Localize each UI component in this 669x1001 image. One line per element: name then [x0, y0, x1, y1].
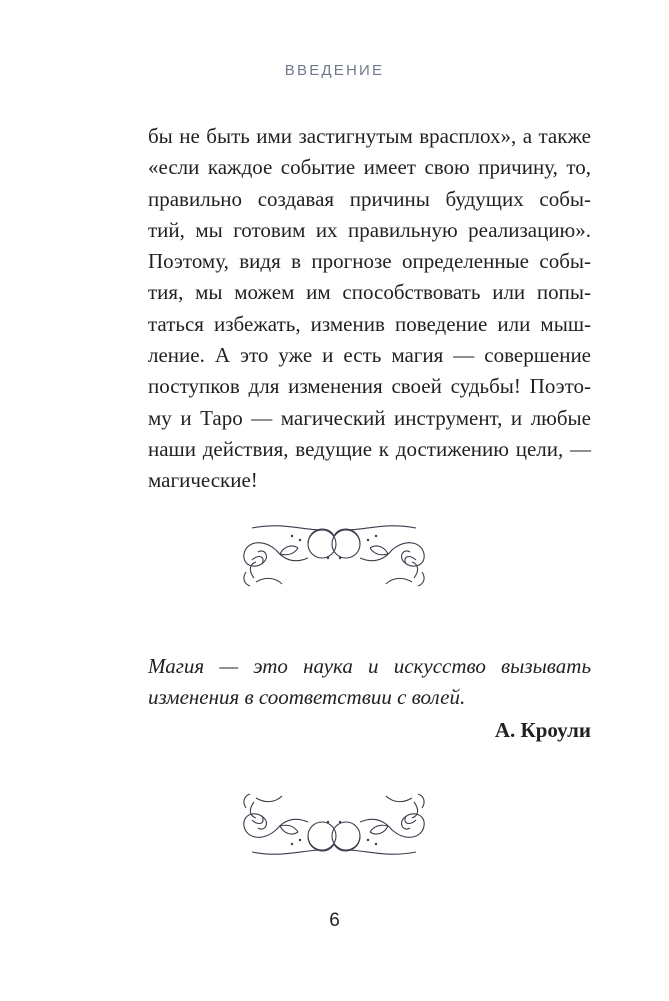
- body-line: му и Таро — магический инструмент, и любые: [148, 405, 591, 430]
- page-number: 6: [329, 910, 340, 931]
- body-line: ление. А это уже и есть магия — совершение: [148, 343, 591, 368]
- running-header: ВВЕДЕНИЕ: [284, 62, 385, 79]
- body-line: таться избежать, изменив поведение или мыш-: [148, 311, 591, 336]
- body-line: бы не быть ими застигнутым врасплох», а также: [148, 124, 591, 148]
- body-line: наши действия, ведущие к достижению цели, —: [148, 436, 591, 461]
- epigraph-author: А. Кроули: [494, 718, 591, 742]
- flourish-divider-icon: [232, 520, 436, 590]
- body-line: правильно создавая причины будущих собы-: [148, 186, 591, 211]
- body-line: тия, мы можем им способствовать или попы-: [148, 280, 591, 305]
- body-line: поступков для изменения своей судьбы! Поэто-: [148, 374, 591, 399]
- body-line: Поэтому, видя в прогнозе определенные собы-: [148, 249, 591, 274]
- epigraph: [148, 651, 591, 746]
- body-paragraph: [148, 121, 591, 497]
- epigraph-line: изменения в соответствии с волей.: [148, 685, 466, 709]
- epigraph-line: Магия — это наука и искусство вызывать: [148, 654, 591, 678]
- body-line: магические!: [148, 468, 258, 493]
- body-line: тий, мы готовим их правильную реализацию».: [148, 217, 591, 242]
- body-line: «если каждое событие имеет свою причину, то,: [148, 155, 591, 180]
- flourish-divider-icon: [232, 790, 436, 860]
